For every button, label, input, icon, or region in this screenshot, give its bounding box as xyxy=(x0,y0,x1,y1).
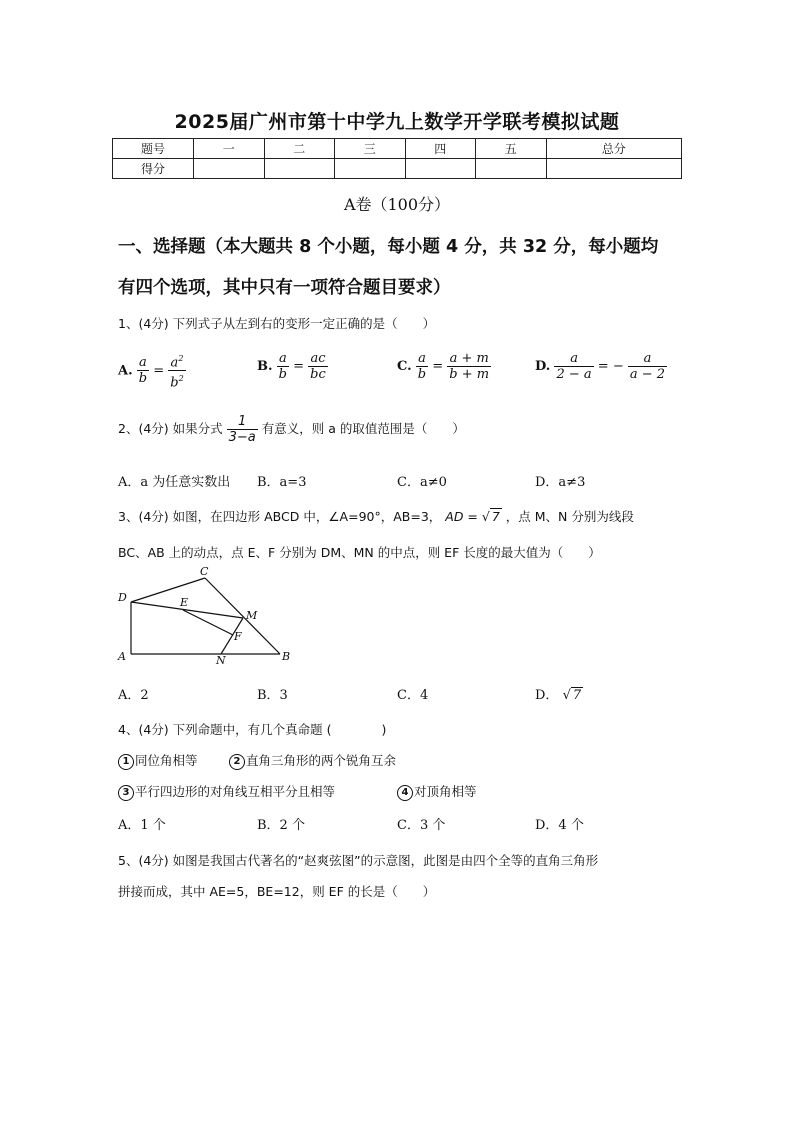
score-cell: 四 xyxy=(405,139,476,159)
q1-option-a[interactable]: A. $\frac{a}{b}$ = $\frac{a^2}{b^2}$ xyxy=(118,351,186,391)
q3-line2: BC、AB 上的动点，点 E、F 分别为 DM、MN 的中点，则 EF 长度的最大值为（ ） xyxy=(118,545,601,560)
q2-option-a[interactable]: A．a 为任意实数出 xyxy=(118,475,231,490)
q2-option-d[interactable]: D．a≠3 xyxy=(535,475,586,490)
q4-prop-3 xyxy=(118,782,335,801)
option-label: B. xyxy=(257,359,273,374)
option-label: C. xyxy=(397,359,412,374)
score-input-cell[interactable] xyxy=(546,159,682,179)
section-heading-line1: 一、选择题（本大题共 8 个小题，每小题 4 分，共 32 分，每小题均 xyxy=(118,237,659,257)
prop-text: 直角三角形的两个锐角互余 xyxy=(246,753,397,768)
q1-option-d[interactable]: D. $\frac{a}{2 - a}$ = − $\frac{a}{a - 2}$ xyxy=(535,351,666,382)
score-input-cell[interactable] xyxy=(405,159,476,179)
q3-prefix: 3、(4分) 如图，在四边形 ABCD 中，∠A=90°，AB=3， xyxy=(118,509,442,524)
q2-frac-den: 3−a xyxy=(228,430,256,445)
q2-prefix: 2、(4分) 如果分式 xyxy=(118,421,223,436)
score-cell: 题号 xyxy=(113,139,194,159)
score-input-cell[interactable] xyxy=(476,159,547,179)
fraction: $\frac{a^2}{b^2}$ xyxy=(170,354,184,391)
figure-point-label: D xyxy=(118,591,127,604)
score-input-cell[interactable] xyxy=(335,159,406,179)
q2-stem xyxy=(118,414,465,445)
q2-fraction xyxy=(227,414,258,445)
q2-option-c[interactable]: C．a≠0 xyxy=(397,475,447,490)
fraction: $\frac{ac}{bc}$ xyxy=(310,351,326,382)
figure-segment-ef xyxy=(183,610,233,635)
score-table xyxy=(112,138,682,179)
figure-point-label: N xyxy=(216,654,226,667)
figure-point-label: F xyxy=(234,630,242,643)
score-cell: 五 xyxy=(476,139,547,159)
score-cell: 一 xyxy=(194,139,265,159)
q1-option-c[interactable]: C. $\frac{a}{b}$ = $\frac{a + m}{b + m}$ xyxy=(397,351,490,382)
exam-title: 2025届广州市第十中学九上数学开学联考模拟试题 xyxy=(174,111,620,133)
q4-prop-1 xyxy=(118,751,198,770)
q4-option-a[interactable]: A．1 个 xyxy=(118,818,166,833)
q3-option-d[interactable]: D． √ 7 xyxy=(535,688,582,703)
figure-segment-dc xyxy=(131,578,205,602)
q3-option-c[interactable]: C．4 xyxy=(397,688,429,703)
q4-stem: 4、(4分) 下列命题中，有几个真命题 ( ) xyxy=(118,722,387,737)
score-table-header-row xyxy=(113,139,682,159)
q4-prop-4 xyxy=(397,782,477,801)
q2-frac-num: 1 xyxy=(238,414,247,429)
score-cell: 二 xyxy=(264,139,335,159)
section-heading-line2: 有四个选项，其中只有一项符合题目要求） xyxy=(118,278,451,298)
q1-option-b[interactable]: B. $\frac{a}{b}$ = $\frac{ac}{bc}$ xyxy=(257,351,326,382)
circled-number-3: 3 xyxy=(118,785,134,801)
score-row-label: 得分 xyxy=(113,159,194,179)
fraction: $\frac{a}{a - 2}$ xyxy=(629,351,666,382)
q1-stem: 1、(4分) 下列式子从左到右的变形一定正确的是（ ） xyxy=(118,316,436,331)
score-cell: 三 xyxy=(335,139,406,159)
figure-point-label: A xyxy=(118,650,126,663)
circled-number-4: 4 xyxy=(397,785,413,801)
q5-line2: 拼接而成，其中 AE=5，BE=12，则 EF 的长是（ ） xyxy=(118,884,436,899)
q2-suffix: 有意义，则 a 的取值范围是（ ） xyxy=(261,421,465,436)
figure-segment-cb xyxy=(205,578,280,654)
fraction: $\frac{a}{b}$ xyxy=(417,351,427,382)
q3-line1: 3、(4分) 如图，在四边形 ABCD 中，∠A=90°，AB=3， AD = √ 7 ，点 M、N 分别为线段 xyxy=(118,509,634,524)
q4-option-b[interactable]: B．2 个 xyxy=(257,818,305,833)
figure-point-label: E xyxy=(180,596,189,609)
q2-option-b[interactable]: B．a=3 xyxy=(257,475,307,490)
q3-figure xyxy=(112,564,302,668)
q3-option-b[interactable]: B．3 xyxy=(257,688,288,703)
fraction: $\frac{a}{2 - a}$ xyxy=(556,351,592,382)
circled-number-2: 2 xyxy=(229,754,245,770)
circled-number-1: 1 xyxy=(118,754,134,770)
q4-option-c[interactable]: C．3 个 xyxy=(397,818,446,833)
q4-prop-2 xyxy=(229,751,396,770)
fraction: $\frac{a + m}{b + m}$ xyxy=(449,351,490,382)
fraction: $\frac{a}{b}$ xyxy=(278,351,287,382)
score-cell: 总分 xyxy=(546,139,682,159)
q3-option-d-sqrt: 7 xyxy=(572,688,582,703)
volume-heading: A卷（100分） xyxy=(343,195,451,214)
option-label: D. xyxy=(535,359,551,374)
prop-text: 同位角相等 xyxy=(135,753,198,768)
fraction: $\frac{a}{b}$ xyxy=(138,355,148,387)
option-label: A. xyxy=(118,363,133,379)
q3-ad-value: 7 xyxy=(491,509,500,524)
prop-text: 平行四边形的对角线互相平分且相等 xyxy=(135,784,336,799)
q3-option-a[interactable]: A．2 xyxy=(118,688,149,703)
q3-suffix: ，点 M、N 分别为线段 xyxy=(505,509,634,524)
figure-point-label: M xyxy=(246,609,258,622)
option-label: D． xyxy=(535,688,559,703)
q4-option-d[interactable]: D．4 个 xyxy=(535,818,584,833)
q5-line1: 5、(4分) 如图是我国古代著名的“赵爽弦图”的示意图，此图是由四个全等的直角三角形 xyxy=(118,853,599,868)
score-input-cell[interactable] xyxy=(194,159,265,179)
figure-point-label: B xyxy=(282,650,291,663)
score-table-score-row xyxy=(113,159,682,179)
prop-text: 对顶角相等 xyxy=(414,784,477,799)
q3-ad-label: AD = xyxy=(445,509,478,524)
score-input-cell[interactable] xyxy=(264,159,335,179)
figure-point-label: C xyxy=(200,565,209,578)
